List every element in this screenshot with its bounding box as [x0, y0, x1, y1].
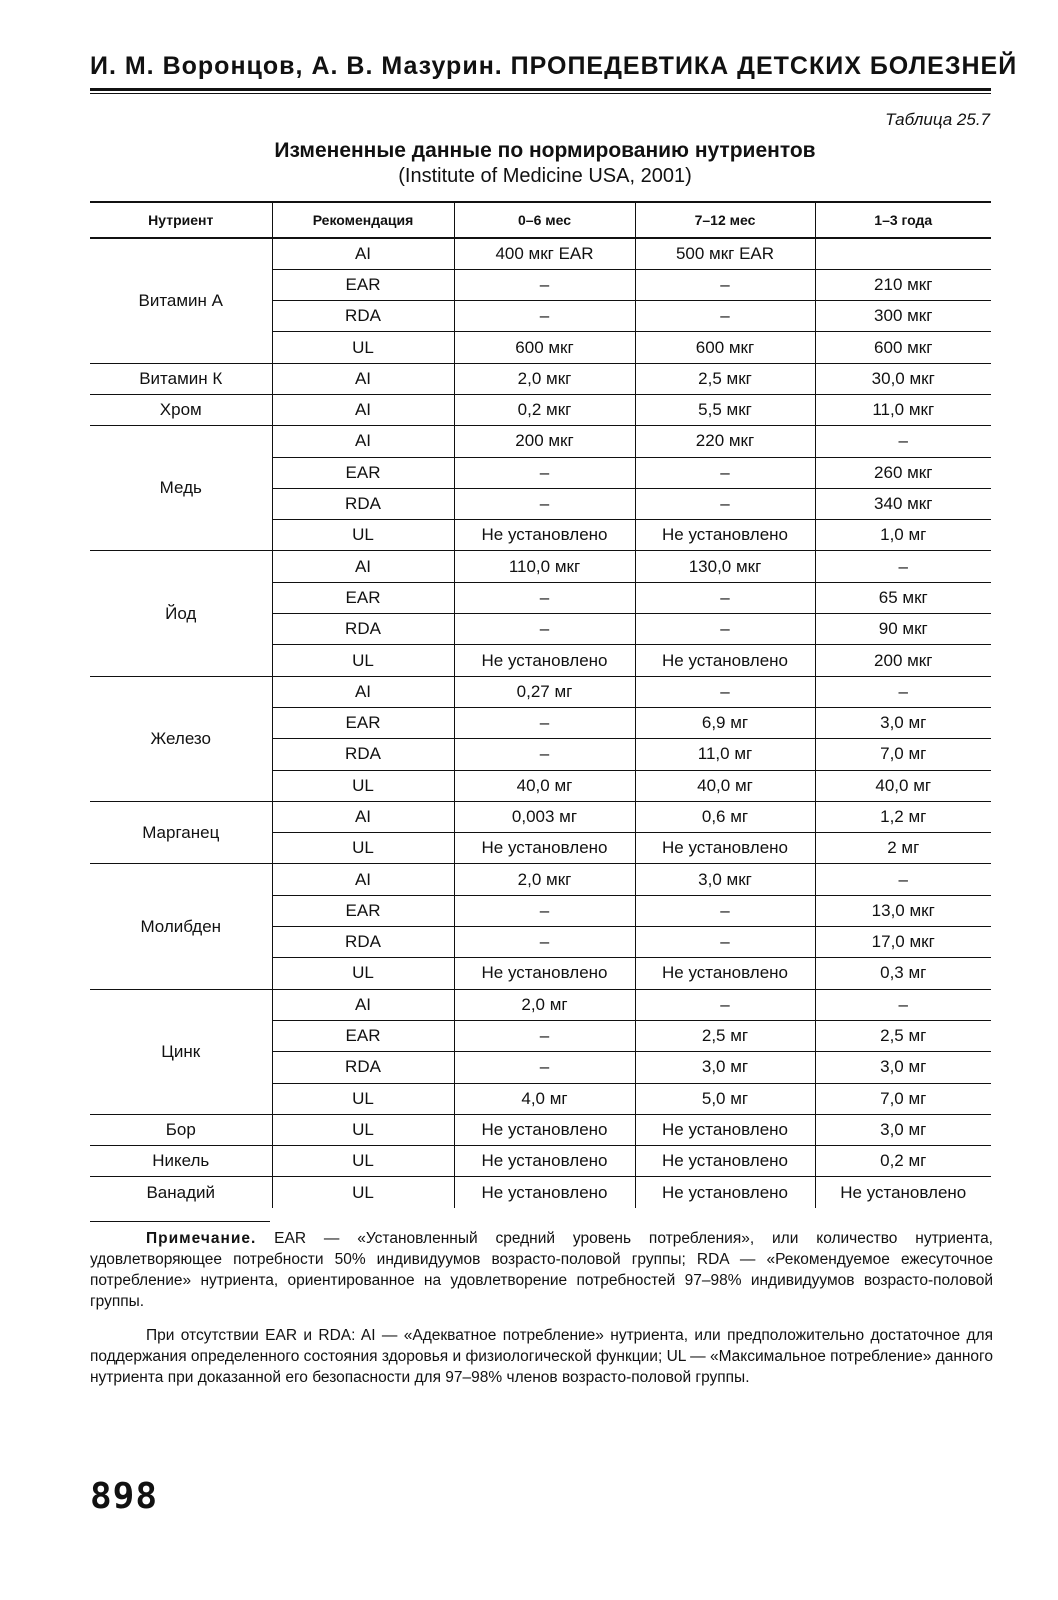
value-1-3-years-cell: 0,3 мг — [815, 958, 991, 989]
value-0-6-months-cell: 0,003 мг — [454, 801, 635, 832]
column-header-7-12-months: 7–12 мес — [635, 202, 815, 238]
table-row — [90, 989, 991, 1020]
value-0-6-months-cell: 2,0 мг — [454, 989, 635, 1020]
value-1-3-years-cell: 260 мкг — [815, 457, 991, 488]
recommendation-cell: RDA — [272, 927, 454, 958]
recommendation-cell: UL — [272, 958, 454, 989]
nutrient-table — [90, 201, 991, 1208]
value-1-3-years-cell: 3,0 мг — [815, 1114, 991, 1145]
value-0-6-months-cell: 0,27 мг — [454, 676, 635, 707]
value-7-12-months-cell: 3,0 мг — [635, 1052, 815, 1083]
note-label: Примечание. — [146, 1230, 257, 1247]
value-0-6-months-cell: 200 мкг — [454, 426, 635, 457]
value-0-6-months-cell: – — [454, 488, 635, 519]
value-1-3-years-cell: 65 мкг — [815, 582, 991, 613]
value-1-3-years-cell: – — [815, 989, 991, 1020]
value-7-12-months-cell: Не установлено — [635, 958, 815, 989]
recommendation-cell: UL — [272, 1114, 454, 1145]
recommendation-cell: AI — [272, 238, 454, 269]
value-0-6-months-cell: Не установлено — [454, 1146, 635, 1177]
value-0-6-months-cell: Не установлено — [454, 1177, 635, 1208]
nutrient-name-cell: Молибден — [90, 864, 272, 989]
table-number: Таблица 25.7 — [885, 110, 990, 129]
recommendation-cell: RDA — [272, 614, 454, 645]
header-rule — [90, 88, 991, 91]
value-1-3-years-cell: 1,0 мг — [815, 520, 991, 551]
value-0-6-months-cell: 110,0 мкг — [454, 551, 635, 582]
value-0-6-months-cell: – — [454, 457, 635, 488]
value-7-12-months-cell: 3,0 мкг — [635, 864, 815, 895]
nutrient-name-cell: Железо — [90, 676, 272, 801]
table-title: Измененные данные по нормированию нутриентов — [274, 139, 816, 162]
value-1-3-years-cell: 13,0 мкг — [815, 895, 991, 926]
value-1-3-years-cell: – — [815, 551, 991, 582]
value-1-3-years-cell: 7,0 мг — [815, 1083, 991, 1114]
value-7-12-months-cell: – — [635, 269, 815, 300]
nutrient-name-cell: Никель — [90, 1146, 272, 1177]
recommendation-cell: AI — [272, 363, 454, 394]
table-row — [90, 864, 991, 895]
recommendation-cell: RDA — [272, 1052, 454, 1083]
recommendation-cell: UL — [272, 520, 454, 551]
value-1-3-years-cell: 30,0 мкг — [815, 363, 991, 394]
value-1-3-years-cell: 3,0 мг — [815, 707, 991, 738]
nutrient-name-cell: Марганец — [90, 801, 272, 864]
value-1-3-years-cell: 1,2 мг — [815, 801, 991, 832]
value-7-12-months-cell: 500 мкг EAR — [635, 238, 815, 269]
value-1-3-years-cell: 300 мкг — [815, 301, 991, 332]
value-7-12-months-cell: Не установлено — [635, 520, 815, 551]
value-0-6-months-cell: – — [454, 739, 635, 770]
recommendation-cell: UL — [272, 1083, 454, 1114]
value-1-3-years-cell: 2,5 мг — [815, 1020, 991, 1051]
table-row — [90, 426, 991, 457]
table-row — [90, 238, 991, 269]
value-0-6-months-cell: – — [454, 269, 635, 300]
value-7-12-months-cell: Не установлено — [635, 1114, 815, 1145]
recommendation-cell: RDA — [272, 488, 454, 519]
nutrient-name-cell: Медь — [90, 426, 272, 551]
value-7-12-months-cell: – — [635, 927, 815, 958]
value-0-6-months-cell: Не установлено — [454, 645, 635, 676]
note-text-1: EAR — «Установленный средний уровень потребления», или количество нутриента, удовлетворяющее потребности 50% индивидуумов возрасто-половой группы; RDA — «Рекомендуемое ежесуточное потребление» нутриента, ориентированное на удовлетворение потребностей 97–98% индивидуумов возрасто-половой группы. — [90, 1230, 993, 1310]
recommendation-cell: UL — [272, 332, 454, 363]
value-0-6-months-cell: – — [454, 707, 635, 738]
nutrient-name-cell: Хром — [90, 394, 272, 425]
value-0-6-months-cell: – — [454, 614, 635, 645]
value-7-12-months-cell: 11,0 мг — [635, 739, 815, 770]
value-1-3-years-cell — [815, 238, 991, 269]
value-7-12-months-cell: 5,0 мг — [635, 1083, 815, 1114]
note-paragraph-1 — [90, 1228, 993, 1312]
table-body — [90, 238, 991, 1208]
value-7-12-months-cell: 6,9 мг — [635, 707, 815, 738]
column-header-0-6-months: 0–6 мес — [454, 202, 635, 238]
nutrient-name-cell: Витамин А — [90, 238, 272, 363]
value-1-3-years-cell: 0,2 мг — [815, 1146, 991, 1177]
value-7-12-months-cell: 5,5 мкг — [635, 394, 815, 425]
value-7-12-months-cell: 40,0 мг — [635, 770, 815, 801]
page-number: 898 — [90, 1476, 159, 1517]
recommendation-cell: AI — [272, 676, 454, 707]
value-7-12-months-cell: – — [635, 457, 815, 488]
value-0-6-months-cell: 4,0 мг — [454, 1083, 635, 1114]
value-7-12-months-cell: – — [635, 488, 815, 519]
value-7-12-months-cell: – — [635, 301, 815, 332]
recommendation-cell: EAR — [272, 269, 454, 300]
value-1-3-years-cell: Не установлено — [815, 1177, 991, 1208]
value-7-12-months-cell: 0,6 мг — [635, 801, 815, 832]
value-0-6-months-cell: – — [454, 1052, 635, 1083]
running-head: И. М. Воронцов, А. В. Мазурин. ПРОПЕДЕВТИКА ДЕТСКИХ БОЛЕЗНЕЙ — [90, 52, 1018, 80]
value-1-3-years-cell: 2 мг — [815, 833, 991, 864]
nutrient-name-cell: Ванадий — [146, 1182, 216, 1202]
value-0-6-months-cell: 600 мкг — [454, 332, 635, 363]
table-row — [90, 394, 991, 425]
value-1-3-years-cell: – — [815, 426, 991, 457]
table-row — [90, 1114, 991, 1145]
table-row — [90, 1177, 991, 1208]
value-0-6-months-cell: 400 мкг EAR — [454, 238, 635, 269]
value-1-3-years-cell: 200 мкг — [815, 645, 991, 676]
column-header-nutrient: Нутриент — [90, 202, 272, 238]
value-0-6-months-cell: Не установлено — [454, 1114, 635, 1145]
value-0-6-months-cell: Не установлено — [454, 958, 635, 989]
nutrient-name-cell: Цинк — [90, 989, 272, 1114]
value-1-3-years-cell: – — [815, 676, 991, 707]
value-1-3-years-cell: 3,0 мг — [815, 1052, 991, 1083]
recommendation-cell: EAR — [272, 582, 454, 613]
value-7-12-months-cell: 220 мкг — [635, 426, 815, 457]
value-7-12-months-cell: Не установлено — [635, 1146, 815, 1177]
recommendation-cell: AI — [272, 426, 454, 457]
value-7-12-months-cell: – — [635, 895, 815, 926]
value-0-6-months-cell: 40,0 мг — [454, 770, 635, 801]
recommendation-cell: EAR — [272, 457, 454, 488]
recommendation-cell: RDA — [272, 739, 454, 770]
note-rule — [90, 1221, 270, 1222]
recommendation-cell: AI — [272, 551, 454, 582]
value-7-12-months-cell: Не установлено — [635, 833, 815, 864]
recommendation-cell: AI — [272, 864, 454, 895]
value-0-6-months-cell: – — [454, 301, 635, 332]
table-row — [90, 551, 991, 582]
recommendation-cell: AI — [272, 801, 454, 832]
value-0-6-months-cell: – — [454, 582, 635, 613]
value-0-6-months-cell: Не установлено — [454, 520, 635, 551]
column-header-1-3-years: 1–3 года — [815, 202, 991, 238]
recommendation-cell: AI — [272, 989, 454, 1020]
value-1-3-years-cell: 210 мкг — [815, 269, 991, 300]
header-rule-thin — [90, 93, 991, 94]
value-1-3-years-cell: 11,0 мкг — [815, 394, 991, 425]
value-1-3-years-cell: 340 мкг — [815, 488, 991, 519]
note-paragraph-2: При отсутствии EAR и RDA: AI — «Адекватное потребление» нутриента, или предположительно достаточное для поддержания определенного состояния здоровья и физиологической функции; UL — «Максимальное потребление» данного нутриента при доказанной его безопасности для 97–98% членов возрасто-половой группы. — [90, 1327, 993, 1386]
value-7-12-months-cell: 2,5 мкг — [635, 363, 815, 394]
value-0-6-months-cell: Не установлено — [454, 833, 635, 864]
table-row — [90, 1146, 991, 1177]
value-7-12-months-cell: Не установлено — [635, 645, 815, 676]
value-7-12-months-cell: 2,5 мг — [635, 1020, 815, 1051]
table-subtitle: (Institute of Medicine USA, 2001) — [398, 165, 692, 187]
value-7-12-months-cell: – — [635, 989, 815, 1020]
value-1-3-years-cell: 600 мкг — [815, 332, 991, 363]
value-1-3-years-cell: 40,0 мг — [815, 770, 991, 801]
value-1-3-years-cell: 17,0 мкг — [815, 927, 991, 958]
value-1-3-years-cell: 90 мкг — [815, 614, 991, 645]
recommendation-cell: UL — [272, 833, 454, 864]
recommendation-cell: AI — [272, 394, 454, 425]
value-7-12-months-cell: – — [635, 582, 815, 613]
value-0-6-months-cell: – — [454, 1020, 635, 1051]
column-header-recommendation: Рекомендация — [272, 202, 454, 238]
nutrient-name-cell: Витамин К — [90, 363, 272, 394]
recommendation-cell: RDA — [272, 301, 454, 332]
recommendation-cell: UL — [272, 1146, 454, 1177]
recommendation-cell: EAR — [272, 1020, 454, 1051]
recommendation-cell: EAR — [272, 707, 454, 738]
value-0-6-months-cell: 2,0 мкг — [454, 864, 635, 895]
value-0-6-months-cell: – — [454, 927, 635, 958]
value-7-12-months-cell: – — [635, 676, 815, 707]
recommendation-cell: EAR — [272, 895, 454, 926]
nutrient-name-cell: Йод — [90, 551, 272, 676]
value-0-6-months-cell: – — [454, 895, 635, 926]
value-1-3-years-cell: 7,0 мг — [815, 739, 991, 770]
nutrient-name-cell: Бор — [90, 1114, 272, 1145]
table-row — [90, 363, 991, 394]
recommendation-cell: UL — [272, 770, 454, 801]
table-row — [90, 801, 991, 832]
recommendation-cell: UL — [272, 1177, 454, 1208]
value-0-6-months-cell: 2,0 мкг — [454, 363, 635, 394]
value-0-6-months-cell: 0,2 мкг — [454, 394, 635, 425]
recommendation-cell: UL — [272, 645, 454, 676]
value-7-12-months-cell: – — [635, 614, 815, 645]
value-7-12-months-cell: 600 мкг — [635, 332, 815, 363]
table-row — [90, 676, 991, 707]
value-7-12-months-cell: 130,0 мкг — [635, 551, 815, 582]
value-7-12-months-cell: Не установлено — [635, 1177, 815, 1208]
value-1-3-years-cell: – — [815, 864, 991, 895]
table-header-row — [90, 202, 991, 238]
